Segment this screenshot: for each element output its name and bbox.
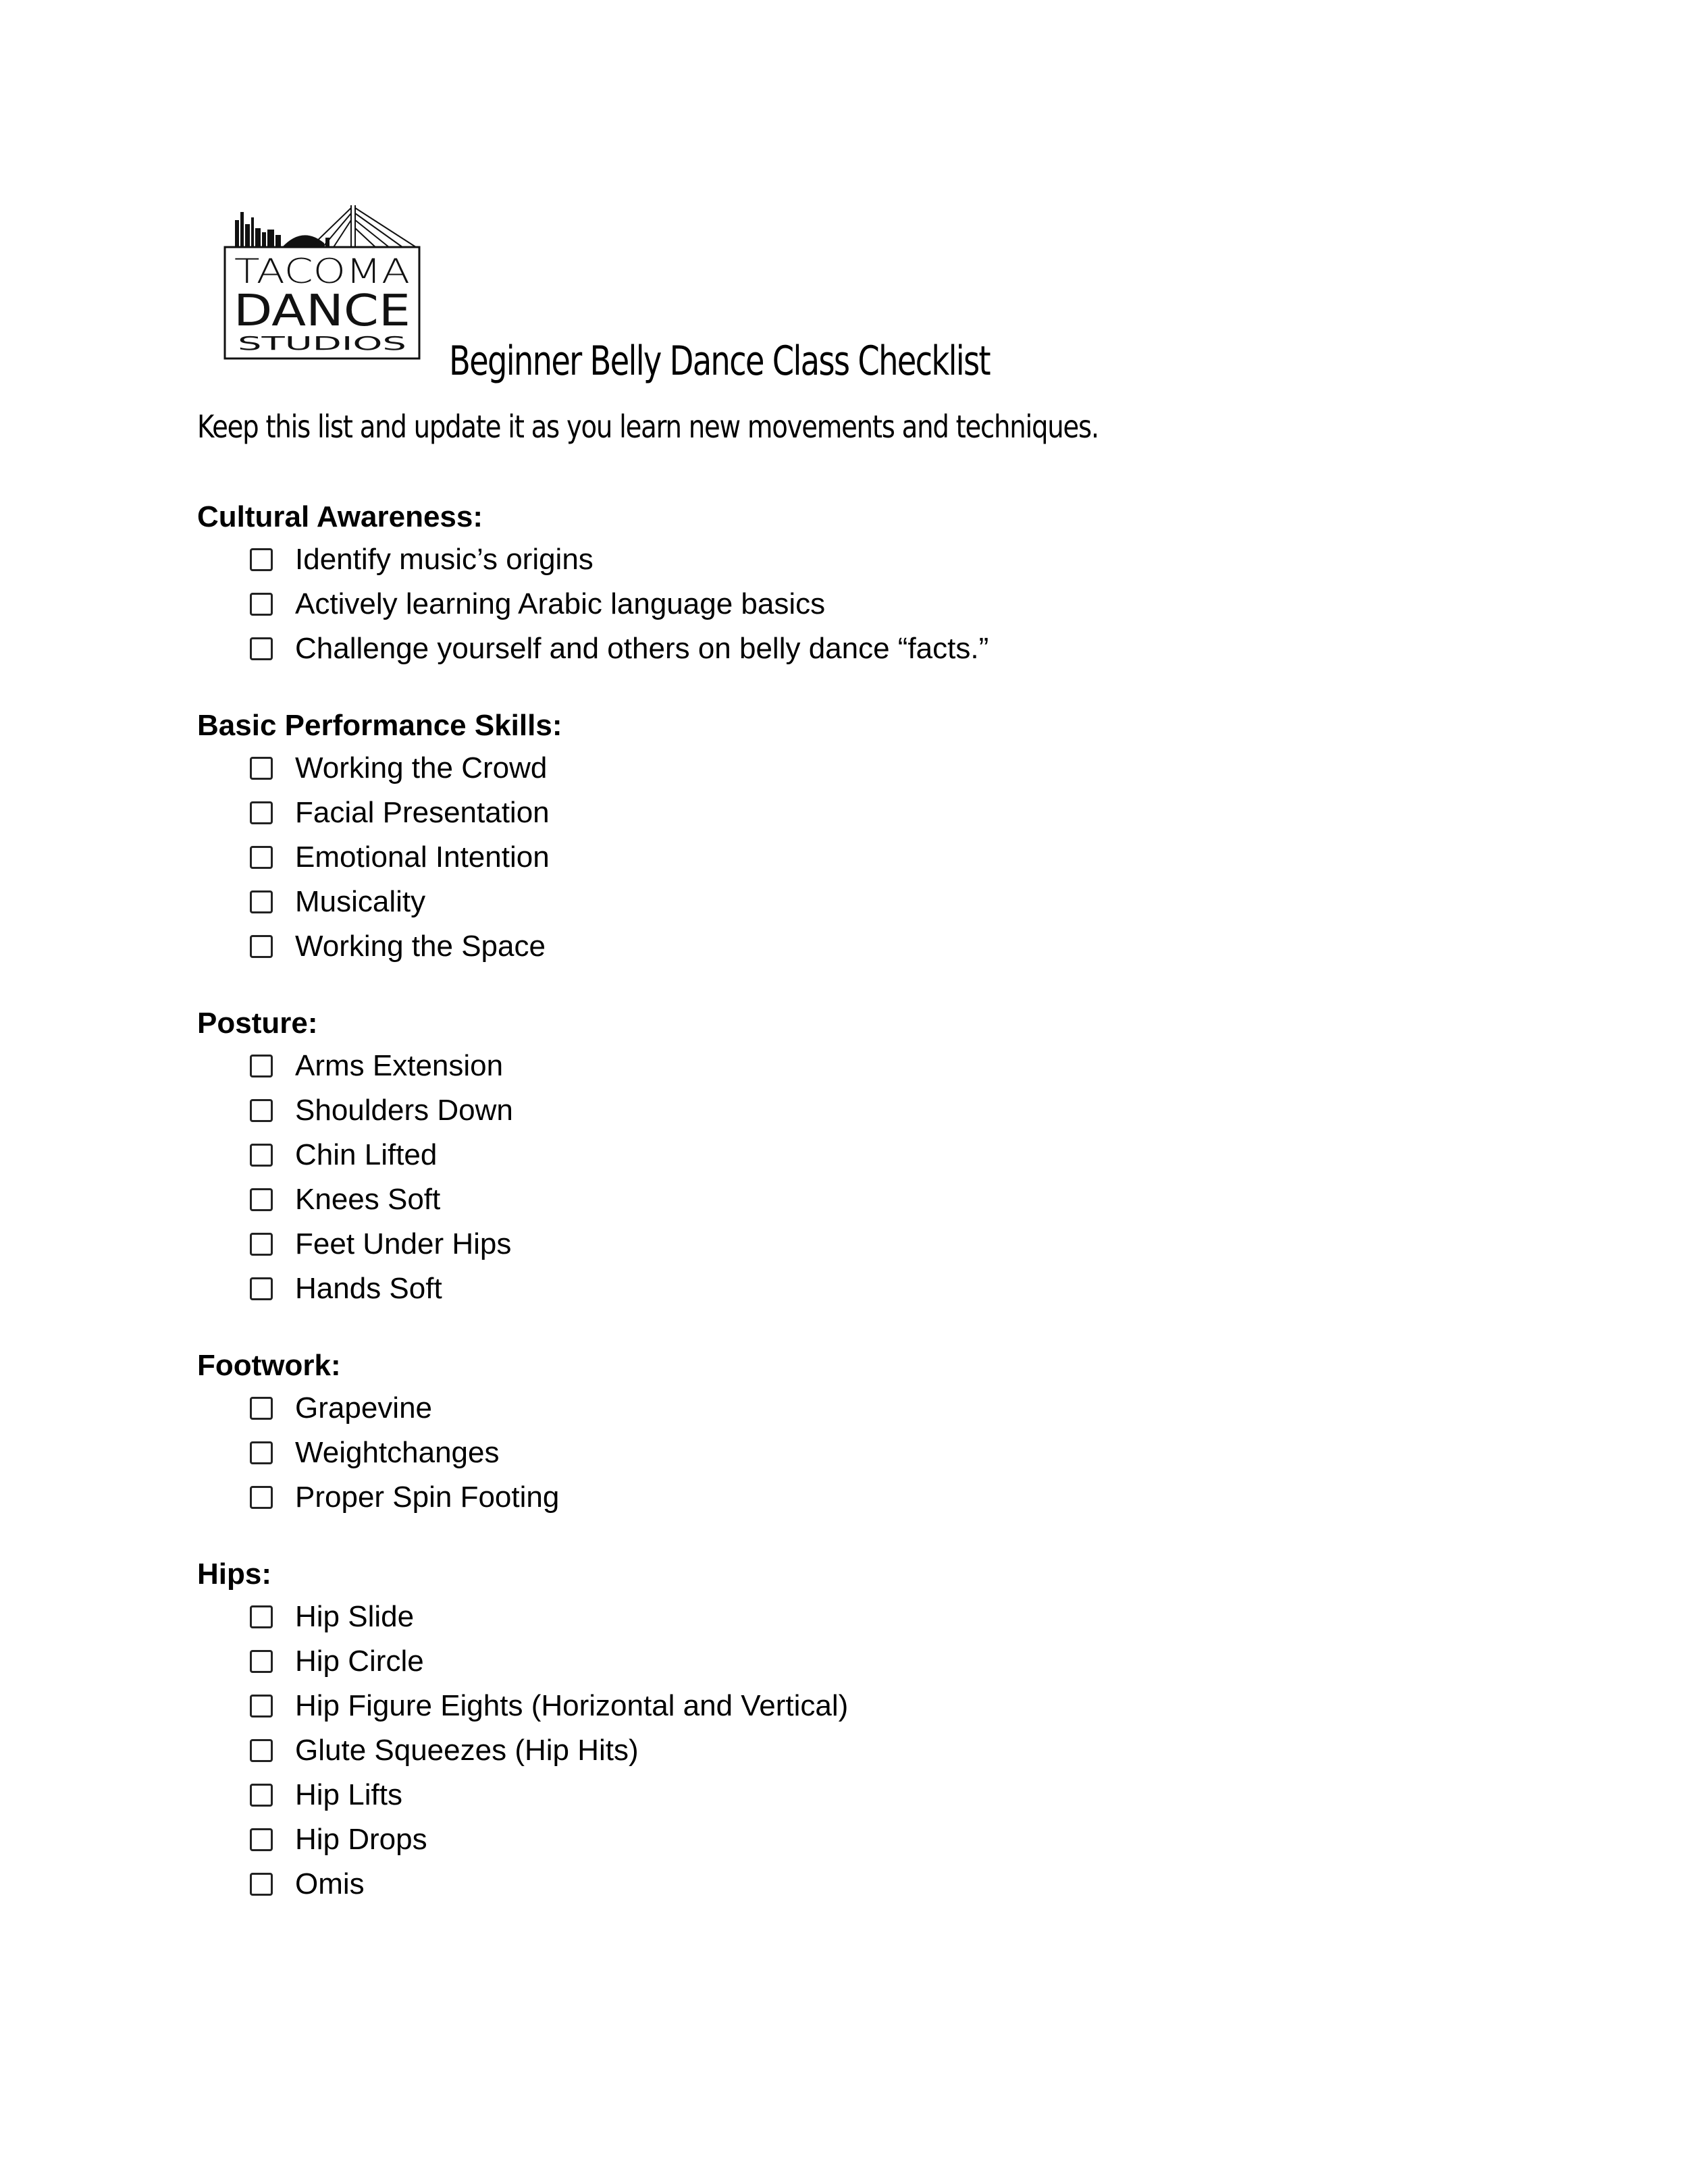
checklist-items — [197, 1044, 1480, 1311]
logo-line-2: DANCE — [234, 286, 411, 336]
checklist-item[interactable] — [197, 1133, 1480, 1177]
checkbox[interactable] — [250, 846, 273, 869]
item-label: Emotional Intention — [295, 841, 550, 874]
section-basic-performance-skills — [197, 705, 1480, 969]
checkbox[interactable] — [250, 801, 273, 824]
item-label: Hip Circle — [295, 1645, 424, 1678]
section-hips — [197, 1554, 1480, 1907]
item-label: Actively learning Arabic language basics — [295, 587, 826, 620]
item-label: Hip Figure Eights (Horizontal and Vertical) — [295, 1689, 849, 1722]
section-cultural-awareness — [197, 497, 1480, 671]
logo-line-3: STUDIOS — [238, 332, 406, 354]
checklist-item[interactable] — [197, 1475, 1480, 1520]
page-subtitle: Keep this list and update it as you learn new movements and techniques. — [197, 408, 1099, 445]
checklist-item[interactable] — [197, 537, 1480, 582]
checkbox[interactable] — [250, 1441, 273, 1464]
checkbox[interactable] — [250, 593, 273, 616]
item-label: Hip Slide — [295, 1600, 415, 1633]
checkbox[interactable] — [250, 548, 273, 571]
checkbox[interactable] — [250, 1099, 273, 1122]
checkbox[interactable] — [250, 1055, 273, 1077]
item-label: Working the Space — [295, 930, 546, 963]
section-heading: Footwork: — [197, 1349, 341, 1382]
checklist-item[interactable] — [197, 880, 1480, 924]
item-label: Grapevine — [295, 1391, 433, 1424]
checkbox[interactable] — [250, 637, 273, 660]
item-label: Knees Soft — [295, 1183, 441, 1216]
checkbox[interactable] — [250, 890, 273, 913]
item-label: Identify music’s origins — [295, 543, 594, 576]
checklist-item[interactable] — [197, 1088, 1480, 1133]
item-label: Arms Extension — [295, 1049, 504, 1082]
checklist-item[interactable] — [197, 791, 1480, 835]
checklist-item[interactable] — [197, 1177, 1480, 1222]
checklist-item[interactable] — [197, 835, 1480, 880]
checkbox[interactable] — [250, 1695, 273, 1717]
item-label: Weightchanges — [295, 1436, 500, 1469]
checkbox[interactable] — [250, 1233, 273, 1256]
checkbox[interactable] — [250, 1188, 273, 1211]
page-title: Beginner Belly Dance Class Checklist — [449, 338, 990, 385]
checklist-item[interactable] — [197, 1595, 1480, 1639]
item-label: Chin Lifted — [295, 1138, 438, 1171]
checklist-item[interactable] — [197, 1431, 1480, 1475]
checklist-item[interactable] — [197, 1817, 1480, 1862]
item-label: Proper Spin Footing — [295, 1481, 560, 1514]
checklist-item[interactable] — [197, 1222, 1480, 1267]
section-heading: Hips: — [197, 1557, 271, 1591]
section-posture — [197, 1003, 1480, 1311]
checklist-items — [197, 1386, 1480, 1520]
logo-line-1: TACOMA — [234, 252, 410, 291]
section-heading: Basic Performance Skills: — [197, 709, 562, 742]
checkbox[interactable] — [250, 1277, 273, 1300]
checkbox[interactable] — [250, 757, 273, 780]
checklist-item[interactable] — [197, 924, 1480, 969]
checklist-items — [197, 1595, 1480, 1907]
checklist-item[interactable] — [197, 627, 1480, 671]
checkbox[interactable] — [250, 1397, 273, 1420]
item-label: Omis — [295, 1867, 365, 1900]
checklist-item[interactable] — [197, 1044, 1480, 1088]
checkbox[interactable] — [250, 1605, 273, 1628]
checkbox[interactable] — [250, 1650, 273, 1673]
checklist-item[interactable] — [197, 1862, 1480, 1907]
item-label: Challenge yourself and others on belly dance “facts.” — [295, 632, 989, 665]
item-label: Shoulders Down — [295, 1094, 513, 1127]
section-heading: Cultural Awareness: — [197, 500, 483, 533]
checklist-item[interactable] — [197, 1639, 1480, 1684]
checklist — [197, 497, 1480, 1941]
checklist-items — [197, 746, 1480, 969]
item-label: Hands Soft — [295, 1272, 442, 1305]
checkbox[interactable] — [250, 1144, 273, 1167]
section-heading: Posture: — [197, 1007, 318, 1040]
checklist-items — [197, 537, 1480, 671]
checklist-item[interactable] — [197, 1728, 1480, 1773]
item-label: Facial Presentation — [295, 796, 550, 829]
checklist-item[interactable] — [197, 746, 1480, 791]
checkbox[interactable] — [250, 1873, 273, 1896]
checkbox[interactable] — [250, 1828, 273, 1851]
checklist-item[interactable] — [197, 1267, 1480, 1311]
item-label: Hip Drops — [295, 1823, 427, 1856]
studio-logo — [223, 205, 429, 362]
checklist-item[interactable] — [197, 582, 1480, 627]
checklist-item[interactable] — [197, 1773, 1480, 1817]
checkbox[interactable] — [250, 1486, 273, 1509]
section-footwork — [197, 1346, 1480, 1520]
checkbox[interactable] — [250, 1784, 273, 1807]
item-label: Working the Crowd — [295, 751, 548, 784]
checkbox[interactable] — [250, 935, 273, 958]
checkbox[interactable] — [250, 1739, 273, 1762]
item-label: Glute Squeezes (Hip Hits) — [295, 1734, 639, 1767]
item-label: Feet Under Hips — [295, 1227, 512, 1260]
item-label: Hip Lifts — [295, 1778, 402, 1811]
checklist-item[interactable] — [197, 1386, 1480, 1431]
checklist-item[interactable] — [197, 1684, 1480, 1728]
item-label: Musicality — [295, 885, 426, 918]
